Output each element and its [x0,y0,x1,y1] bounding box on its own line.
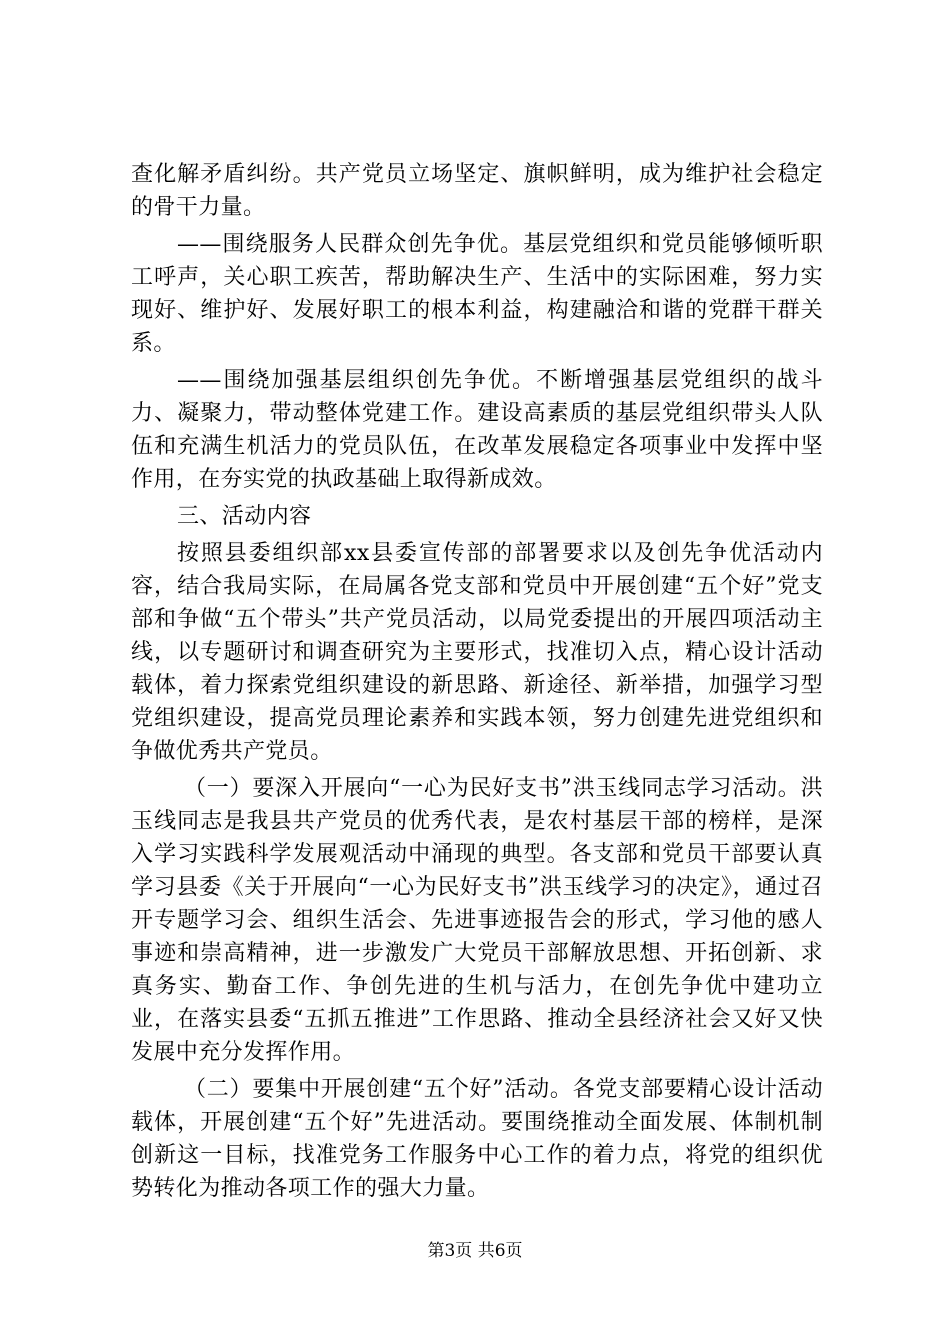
paragraph-activity-overview: 按照县委组织部xx县委宣传部的部署要求以及创先争优活动内容，结合我局实际，在局属各党支部和党员中开展创建“五个好”党支部和争做“五个带头”共产党员活动，以局党委提出的开展四项活动主线，以专题研讨和调查研究为主要形式，找准切入点，精心设计活动载体，着力探索党组织建设的新思路、新途径、新举措，加强学习型党组织建设，提高党员理论素养和实践本领，努力创建先进党组织和争做优秀共产党员。 [131,541,823,764]
paragraph-item-one: （一）要深入开展向“一心为民好支书”洪玉线同志学习活动。洪玉线同志是我县共产党员的优秀代表，是农村基层干部的榜样，是深入学习实践科学发展观活动中涌现的典型。各支部和党员干部要认真学习县委《关于开展向“一心为民好支书”洪玉线学习的决定》，通过召开专题学习会、组织生活会、先进事迹报告会的形式，学习他的感人事迹和崇高精神，进一步激发广大党员干部解放思想、开拓创新、求真务实、勤奋工作、争创先进的生机与活力，在创先争优中建功立业，在落实县委“五抓五推进”工作思路、推动全县经济社会又好又快发展中充分发挥作用。 [131,776,823,1065]
paragraph-serve-people: ——围绕服务人民群众创先争优。基层党组织和党员能够倾听职工呼声，关心职工疾苦，帮助解决生产、生活中的实际困难，努力实现好、维护好、发展好职工的根本利益，构建融洽和谐的党群干群关系。 [131,232,823,356]
paragraph-continuation: 查化解矛盾纠纷。共产党员立场坚定、旗帜鲜明，成为维护社会稳定的骨干力量。 [131,162,823,220]
section-heading-activity-content: 三、活动内容 [177,504,312,529]
document-body [131,158,823,1209]
page-number-footer: 第3页 共6页 [427,1241,523,1261]
paragraph-strengthen-organization: ——围绕加强基层组织创先争优。不断增强基层党组织的战斗力、凝聚力，带动整体党建工作。建设高素质的基层党组织带头人队伍和充满生机活力的党员队伍，在改革发展稳定各项事业中发挥中坚作用，在夯实党的执政基础上取得新成效。 [131,368,823,492]
paragraph-item-two: （二）要集中开展创建“五个好”活动。各党支部要精心设计活动载体，开展创建“五个好”先进活动。要围绕推动全面发展、体制机制创新这一目标，找准党务工作服务中心工作的着力点，将党的组织优势转化为推动各项工作的强大力量。 [131,1077,823,1201]
